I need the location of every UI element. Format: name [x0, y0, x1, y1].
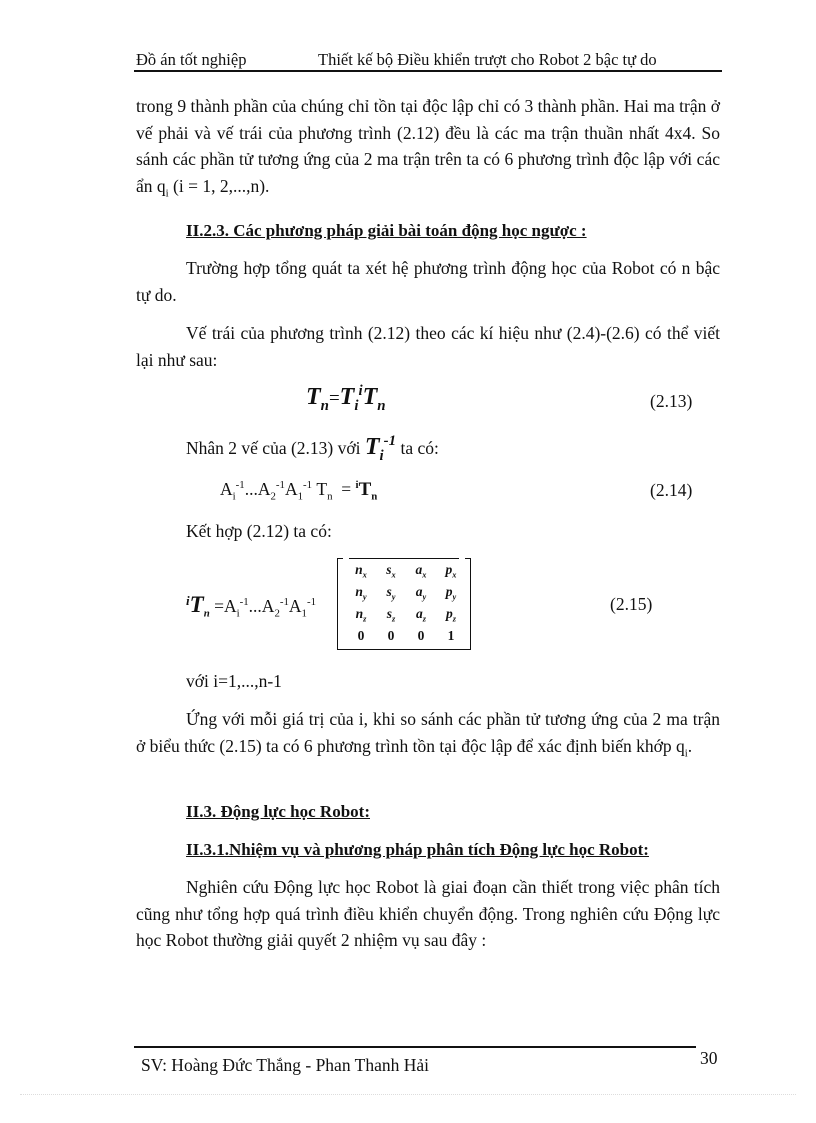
matrix-row-1 — [346, 562, 466, 578]
equation-number-2-13: (2.13) — [650, 391, 693, 411]
matrix-row-3 — [346, 606, 466, 622]
paragraph-multiply-both-sides: Nhân 2 vế của (2.13) với $T_i^{-1}$ ta có: — [186, 433, 439, 464]
matrix-cell: $p_z$ — [445, 606, 456, 624]
matrix-cell: $a_x$ — [415, 562, 427, 580]
matrix-cell: $n_x$ — [355, 562, 367, 580]
paragraph-six-equations: Ứng với mỗi giá trị của i, khi so sánh các phần tử tương ứng của 2 ma trận ở biểu thức (2.15) ta có 6 phương trình tồn tại độc lập để xác định biến khớp $q_i$. — [136, 709, 720, 759]
section-heading-dynamics: II.3. Động lực học Robot: — [186, 802, 370, 821]
footer-authors: SV: Hoàng Đức Thắng - Phan Thanh Hải — [141, 1055, 429, 1075]
paragraph-matrix-comparison: trong 9 thành phần của chúng chỉ tồn tại độc lập chỉ có 3 thành phần. Hai ma trận ở vế phải và vế trái của phương trình (2.12) đều là các ma trận thuần nhất 4x4. So sánh các phần tử tương ứng của 2 ma trận trên ta có 6 phương trình độc lập với các ẩn $q_i$ (i = 1, 2,...,n). — [136, 96, 720, 199]
equation-number-2-15: (2.15) — [610, 594, 653, 614]
equation-2-15: $^iT_n =A_i^{-1}...A_2^{-1}A_1^{-1}$ — [186, 592, 317, 620]
matrix-cell: $n_y$ — [355, 584, 367, 602]
section-heading-dynamics-tasks: II.3.1.Nhiệm vụ và phương pháp phân tích Động lực học Robot: — [186, 840, 649, 859]
matrix-cell: $s_x$ — [386, 562, 396, 580]
homogeneous-matrix — [337, 558, 471, 650]
matrix-cell: 0 — [417, 628, 425, 643]
matrix-cell: $a_y$ — [415, 584, 427, 602]
paragraph-dynamics-research: Nghiên cứu Động lực học Robot là giai đoạn cần thiết trong việc phân tích cũng như tổng hợp quá trình điều khiển chuyển động. Trong nghiên cứu Động lực học Robot thường giải quyết 2 nhiệm vụ sau đây : — [136, 877, 720, 950]
matrix-cell: 1 — [447, 628, 455, 643]
footer-rule — [134, 1046, 696, 1048]
matrix-cell: $s_z$ — [386, 606, 396, 624]
page-number: 30 — [700, 1048, 718, 1068]
matrix-cell: $s_y$ — [386, 584, 396, 602]
paragraph-general-case: Trường hợp tổng quát ta xét hệ phương trình động học của Robot có n bậc tự do. — [136, 258, 720, 305]
paragraph-index-range: với i=1,...,n-1 — [186, 671, 282, 691]
matrix-cell: 0 — [357, 628, 365, 643]
page-bottom-dotted-line — [20, 1094, 796, 1095]
header-document-type: Đồ án tốt nghiệp — [136, 50, 247, 69]
matrix-cell: $n_z$ — [355, 606, 367, 624]
matrix-cell: 0 — [387, 628, 395, 643]
header-rule — [134, 70, 722, 72]
paragraph-combine: Kết hợp (2.12) ta có: — [186, 521, 332, 541]
header-thesis-title: Thiết kế bộ Điều khiển trượt cho Robot 2 bậc tự do — [318, 50, 657, 69]
inline-inverse-transform: $T_i^{-1}$ — [364, 433, 397, 464]
matrix-cell: $p_x$ — [445, 562, 457, 580]
equation-2-14: $A_i^{-1}...A_2^{-1}A_1^{-1}$ $T_n = ^iT_n$ — [220, 479, 378, 503]
matrix-cell: $a_z$ — [415, 606, 426, 624]
matrix-cell: $p_y$ — [445, 584, 457, 602]
matrix-row-2 — [346, 584, 466, 600]
paragraph-left-side: Vế trái của phương trình (2.12) theo các kí hiệu như (2.4)-(2.6) có thể viết lại như sau: — [136, 323, 720, 370]
section-heading-inverse-kinematics: II.2.3. Các phương pháp giải bài toán động học ngược : — [186, 221, 587, 240]
equation-2-13: $T_n=T_i^iT_n$ — [306, 383, 386, 414]
matrix-row-4 — [346, 628, 466, 644]
equation-number-2-14: (2.14) — [650, 480, 693, 500]
